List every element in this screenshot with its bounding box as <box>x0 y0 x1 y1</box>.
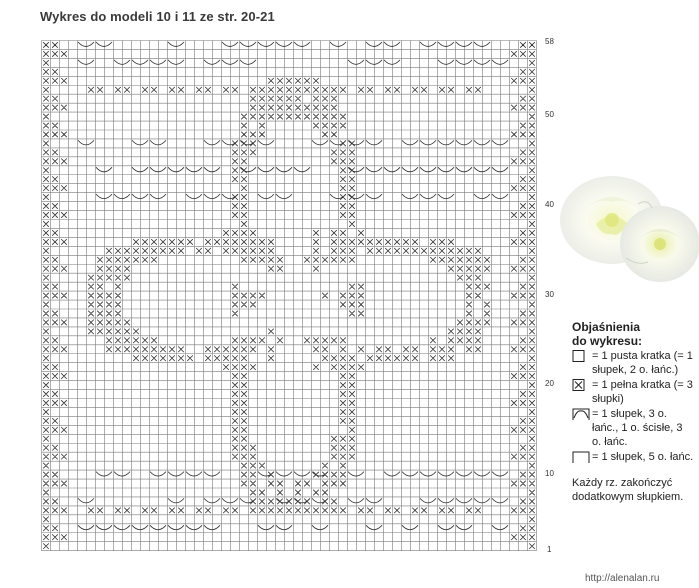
legend-text-arch: = 1 słupek, 3 o. łańc., 1 o. ścisłe, 3 o. łańc. <box>592 408 683 448</box>
watermark: http://alenalan.ru <box>585 573 660 584</box>
legend-heading: Objaśnienia <box>572 320 641 334</box>
legend-note: Każdy rz. zakończyć dodatkowym słupkiem. <box>572 477 684 503</box>
page-title: Wykres do modeli 10 i 11 ze str. 20-21 <box>40 9 275 24</box>
bracket-icon <box>572 451 590 463</box>
arch-icon <box>572 408 590 420</box>
x-square-icon <box>572 379 590 391</box>
row-label-58: 58 <box>545 37 554 46</box>
row-label-50: 50 <box>545 110 554 119</box>
arch-marks <box>78 42 508 530</box>
row-label-30: 30 <box>545 290 554 299</box>
legend-text-bracket: = 1 słupek, 5 o. łańc. <box>592 451 694 463</box>
row-label-40: 40 <box>545 200 554 209</box>
row-label-1: 1 <box>547 545 552 554</box>
x-marks <box>43 42 535 549</box>
legend-text-filled: = 1 pełna kratka (= 3 słupki) <box>592 379 693 405</box>
row-label-10: 10 <box>545 469 554 478</box>
legend-item-arch <box>572 407 694 449</box>
crochet-chart <box>41 40 538 557</box>
legend-item-filled <box>572 378 694 406</box>
x-cells <box>43 42 535 549</box>
legend <box>572 320 694 504</box>
chart-grid <box>41 40 538 552</box>
empty-square-icon <box>572 350 590 362</box>
legend-item-bracket <box>572 450 694 464</box>
row-label-20: 20 <box>545 379 554 388</box>
arch-cells <box>78 42 508 530</box>
legend-text-empty: = 1 pusta kratka (= 1 słupek, 2 o. łańc.) <box>592 350 693 376</box>
legend-subheading: do wykresu: <box>572 334 643 348</box>
legend-item-empty <box>572 349 694 377</box>
roses-photo <box>556 168 699 286</box>
